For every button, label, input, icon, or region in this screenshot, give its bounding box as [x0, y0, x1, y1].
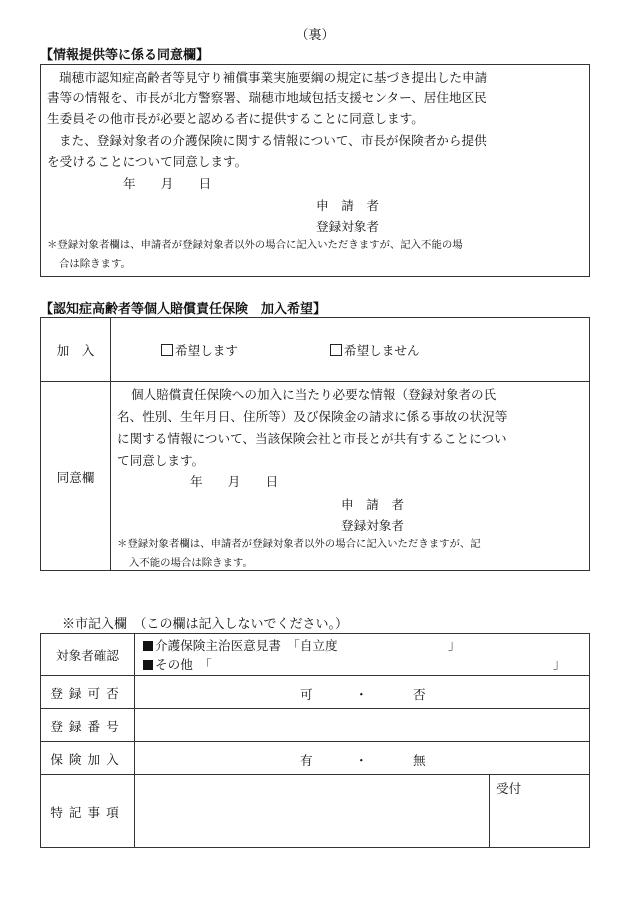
ins-consent-line4: て同意します。	[117, 453, 205, 468]
consent-applicant-label: 申 請 者	[316, 198, 379, 213]
ins-consent-line3: に関する情報について、当該保険会社と市長とが共有することについ	[117, 431, 507, 446]
consent-para2-line1: また、登録対象者の介護保険に関する情報について、市長が保険者から提供	[59, 133, 487, 148]
ok-yes: 可	[300, 687, 313, 702]
option-no[interactable]: 希望しません	[330, 343, 420, 358]
subject-check-cell	[135, 634, 590, 676]
consent-note-line1: ＊登録対象者欄は、申請者が登録対象者以外の場合に記入いただきますが、記入不能の場	[47, 239, 463, 251]
ins-subject-label: 登録対象者	[341, 518, 404, 533]
insurance-consent-cell	[111, 382, 590, 571]
consent-para2-line2: を受けることについて同意します。	[47, 154, 248, 169]
filled-square-icon	[143, 641, 153, 651]
city-table	[40, 633, 590, 848]
subject-check-label-cell	[41, 634, 135, 676]
ins-consent-date: 年 月 日	[190, 474, 279, 489]
consent-section-title: 【情報提供等に係る同意欄】	[40, 48, 210, 63]
received-label: 受付	[496, 781, 522, 796]
insurance-join-label-cell	[41, 742, 135, 775]
insurance-table	[40, 317, 590, 571]
ins-no: 無	[413, 753, 426, 768]
city-section-title: ※市記入欄 （この欄は記入しないでください。）	[62, 617, 349, 632]
ins-yes: 有	[300, 753, 313, 768]
join-label: 加 入	[56, 343, 95, 358]
registration-ok-cell	[135, 676, 590, 709]
received-cell	[490, 775, 590, 848]
registration-no-cell	[135, 709, 590, 742]
registration-ok-label-cell	[41, 676, 135, 709]
consent-box	[40, 64, 590, 277]
consent-para1-line3: 生委員その他市長が必要と認める者に提供することに同意します。	[47, 111, 424, 126]
join-label-cell	[41, 318, 111, 382]
insurance-join-cell	[135, 742, 590, 775]
consent-para1-line1: 瑞穂市認知症高齢者等見守り補償事業実施要綱の規定に基づき提出した申請	[59, 70, 488, 85]
ins-consent-line1: 個人賠償責任保険への加入に当たり必要な情報（登録対象者の氏	[131, 387, 497, 402]
consent-label: 同意欄	[56, 469, 95, 485]
consent-date: 年 月 日	[123, 176, 212, 191]
ok-no: 否	[413, 687, 426, 702]
remarks-label-cell	[41, 775, 135, 848]
care-opinion-row: 介護保険主治医意見書 「自立度 」	[143, 636, 589, 655]
join-options-cell	[111, 318, 590, 382]
page-side-label: （裏）	[295, 28, 335, 43]
consent-para1-line2: 書等の情報を、市長が北方警察署、瑞穂市地域包括支援センター、居住地区民	[47, 90, 487, 105]
other-close: 」	[553, 656, 566, 671]
ins-note-line2: 入不能の場合は除きます。	[129, 557, 253, 569]
subject-check-label: 対象者確認	[56, 648, 119, 663]
registration-no-label-cell	[41, 709, 135, 742]
ok-dot: ・	[355, 687, 368, 702]
remarks-cell	[135, 775, 490, 848]
care-opinion-close: 」	[448, 637, 461, 652]
ins-note-line1: ＊登録対象者欄は、申請者が登録対象者以外の場合に記入いただきますが、記	[117, 538, 481, 550]
ins-dot: ・	[355, 753, 368, 768]
remarks-label: 特記事項	[50, 804, 125, 820]
consent-subject-label: 登録対象者	[316, 219, 379, 234]
filled-square-icon	[143, 660, 153, 670]
insurance-join-label: 保険加入	[50, 751, 125, 767]
checkbox-icon[interactable]	[161, 344, 173, 356]
ins-consent-line2: 名、性別、生年月日、住所等）及び保険金の請求に係る事故の状況等	[117, 409, 508, 424]
checkbox-icon[interactable]	[330, 344, 342, 356]
registration-no-label: 登録番号	[50, 718, 125, 734]
consent-label-cell	[41, 382, 111, 571]
consent-note-line2: 合は除きます。	[59, 258, 131, 270]
option-yes[interactable]: 希望します	[161, 343, 238, 358]
insurance-section-title: 【認知症高齢者等個人賠償責任保険 加入希望】	[40, 302, 327, 317]
other-row: その他 「 」	[143, 655, 589, 674]
registration-ok-label: 登録可否	[50, 685, 125, 701]
ins-applicant-label: 申 請 者	[341, 497, 404, 512]
